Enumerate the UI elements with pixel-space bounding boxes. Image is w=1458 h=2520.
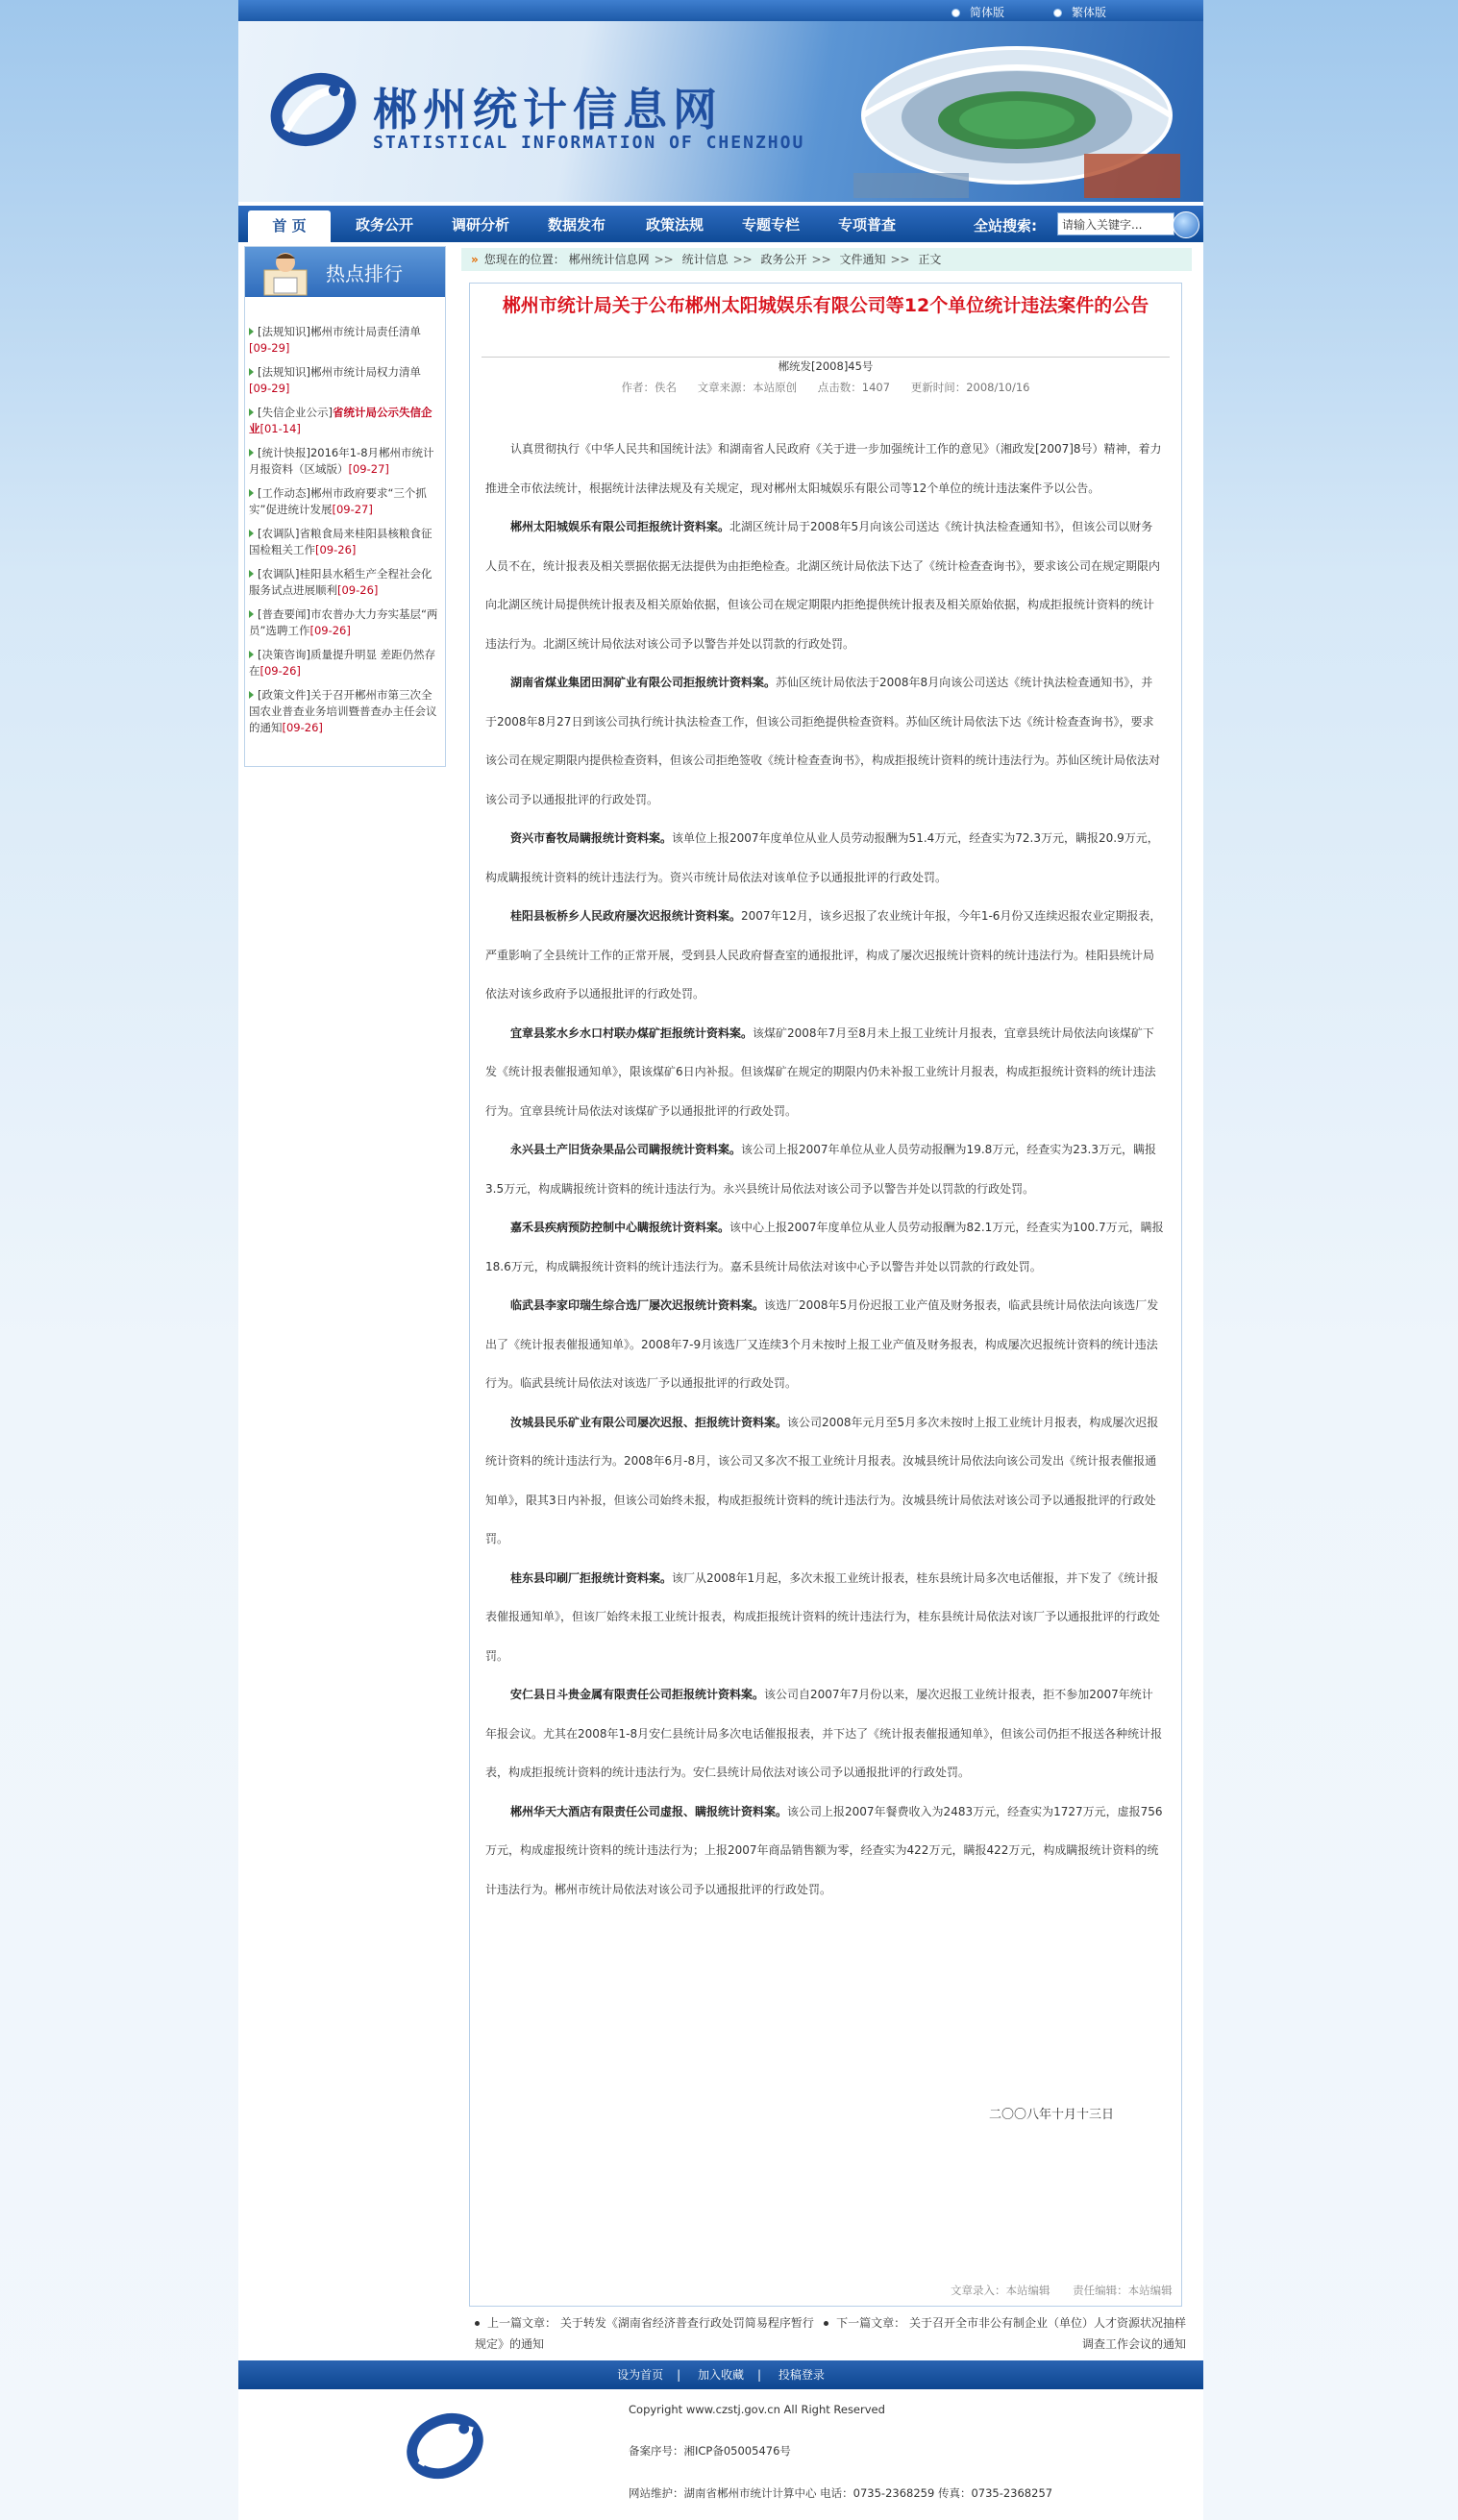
list-item[interactable]: [政策文件]关于召开郴州市第三次全国农业普查业务培训暨普查办主任会议的通知[09-26] xyxy=(249,688,437,734)
article-panel xyxy=(469,283,1182,2307)
next-article-link[interactable]: 下一篇文章： 关于召开全市非公有制企业（单位）人才资源状况抽样调查工作会议的通知 xyxy=(821,2312,1186,2355)
set-homepage-link[interactable]: 设为首页 xyxy=(617,2368,664,2382)
arrow-icon xyxy=(249,691,254,699)
article-title: 郴州市统计局关于公布郴州太阳城娱乐有限公司等12个单位统计违法案件的公告 xyxy=(502,295,1149,316)
list-item[interactable]: [农调队]桂阳县水稻生产全程社会化服务试点进展顺利[09-26] xyxy=(249,567,432,597)
nav-item-policy[interactable]: 政策法规 xyxy=(646,216,704,234)
article-paragraph: 桂东县印刷厂拒报统计资料案。该厂从2008年1月起，多次未报工业统计报表，桂东县统计局多次电话催报，并下发了《统计报表催报通知单》，但该厂始终未报工业统计报表，构成拒报统计资料的统计违法行为，桂东县统计局依法对该厂予以通报批评的行政处罚。 xyxy=(485,1570,1161,1663)
add-favorite-link[interactable]: 加入收藏 xyxy=(697,2368,744,2382)
article-hits: 点击数：1407 xyxy=(817,381,891,394)
bullet-icon xyxy=(951,9,960,17)
article-footer xyxy=(931,2283,1173,2298)
footer-link-bar xyxy=(238,2360,1203,2389)
article-author: 作者：佚名 xyxy=(621,381,677,394)
arrow-icon xyxy=(249,610,254,618)
arrow-icon xyxy=(249,368,254,376)
list-item[interactable]: [法规知识]郴州市统计局权力清单 [09-29] xyxy=(249,365,421,395)
stadium-image xyxy=(853,29,1180,198)
search-button[interactable] xyxy=(1173,211,1199,238)
submit-login-link[interactable]: 投稿登录 xyxy=(778,2368,825,2382)
breadcrumb-link-gov[interactable]: 政务公开 xyxy=(760,253,807,266)
arrow-icon xyxy=(249,489,254,497)
hot-list xyxy=(249,324,441,744)
article-body xyxy=(485,430,1164,1909)
search-input[interactable] xyxy=(1057,212,1174,235)
footer-separator: | xyxy=(757,2368,762,2382)
article-paragraph: 湖南省煤业集团田洞矿业有限公司拒报统计资料案。苏仙区统计局依法于2008年8月向该公司送达《统计执法检查通知书》，并于2008年8月27日到该公司执行统计执法检查工作，但该公司拒绝提供检查资料。苏仙区统计局依法下达《统计检查查询书》，要求该公司在规定期限内提供检查资料，但该公司拒绝签收《统计检查查询书》，构成拒报统计资料的统计违法行为。苏仙区统计局依法对该公司予以通报批评的行政处罚。 xyxy=(485,676,1161,806)
sidebar-hot-ranking xyxy=(244,246,446,767)
article-source: 文章来源：本站原创 xyxy=(697,381,798,394)
nav-item-data-release[interactable]: 数据发布 xyxy=(548,216,606,234)
search-label: 全站搜索: xyxy=(974,217,1037,235)
breadcrumb-separator: >> xyxy=(811,253,831,266)
list-item[interactable]: [法规知识]郴州市统计局责任清单 [09-29] xyxy=(249,325,421,355)
nav-item-topics[interactable]: 专题专栏 xyxy=(742,216,801,234)
lang-traditional-link[interactable]: 繁体版 xyxy=(1053,4,1106,20)
arrow-icon xyxy=(249,530,254,537)
nav-item-census[interactable]: 专项普查 xyxy=(838,216,897,234)
article-entry: 文章录入：本站编辑 xyxy=(951,2284,1050,2297)
main-nav xyxy=(238,204,1203,242)
breadcrumb-separator: >> xyxy=(654,253,674,266)
nav-item-gov-affairs[interactable]: 政务公开 xyxy=(356,216,414,234)
list-item[interactable]: [工作动态]郴州市政府要求“三个抓实”促进统计发展[09-27] xyxy=(249,486,427,516)
list-item[interactable]: [统计快报]2016年1-8月郴州市统计月报资料（区域版）[09-27] xyxy=(249,446,434,476)
copyright-text: Copyright www.czstj.gov.cn All Right Reserved xyxy=(629,2403,885,2416)
breadcrumb-link-home[interactable]: 郴州统计信息网 xyxy=(568,253,650,266)
article-meta xyxy=(470,380,1181,395)
breadcrumb-link-stats[interactable]: 统计信息 xyxy=(681,253,729,266)
double-arrow-icon: » xyxy=(471,253,479,266)
person-reading-icon xyxy=(260,249,310,297)
lang-simplified-link[interactable]: 简体版 xyxy=(951,4,1004,20)
page-container xyxy=(238,0,1203,2520)
article-paragraph: 嘉禾县疾病预防控制中心瞒报统计资料案。该中心上报2007年度单位从业人员劳动报酬为82.1万元，经查实为100.7万元，瞒报18.6万元，构成瞒报统计资料的统计违法行为。嘉禾县统计局依法对该中心予以警告并处以罚款的行政处罚。 xyxy=(485,1221,1164,1273)
article-paragraph: 宜章县浆水乡水口村联办煤矿拒报统计资料案。该煤矿2008年7月至8月未上报工业统计月报表，宜章县统计局依法向该煤矿下发《统计报表催报通知单》，限该煤矿6日内补报。但该煤矿在规定的期限内仍未补报工业统计月报表，构成拒报统计资料的统计违法行为。宜章县统计局依法对该煤矿予以通报批评的行政处罚。 xyxy=(485,1025,1156,1118)
header-banner xyxy=(238,21,1203,202)
top-bar xyxy=(238,0,1203,21)
article-paragraph: 资兴市畜牧局瞒报统计资料案。该单位上报2007年度单位从业人员劳动报酬为51.4万元，经查实为72.3万元，瞒报20.9万元，构成瞒报统计资料的统计违法行为。资兴市统计局依法对该单位予以通报批评的行政处罚。 xyxy=(485,831,1159,884)
footer-separator: | xyxy=(677,2368,681,2382)
icp-text: 备案序号：湘ICP备05005476号 xyxy=(629,2444,791,2458)
arrow-icon xyxy=(249,449,254,457)
arrow-icon xyxy=(249,328,254,335)
article-paragraph: 桂阳县板桥乡人民政府屡次迟报统计资料案。2007年12月，该乡迟报了农业统计年报，今年1-6月份又连续迟报农业定期报表，严重影响了全县统计工作的正常开展，受到县人民政府督查室的通报批评，构成了屡次迟报统计资料的统计违法行为。桂阳县统计局依法对该乡政府予以通报批评的行政处罚。 xyxy=(485,909,1162,1001)
article-updated: 更新时间：2008/10/16 xyxy=(910,381,1030,394)
list-item[interactable]: [失信企业公示]省统计局公示失信企业[01-14] xyxy=(249,406,432,435)
article-paragraph: 认真贯彻执行《中华人民共和国统计法》和湖南省人民政府《关于进一步加强统计工作的意见》（湘政发[2007]8号）精神，着力推进全市依法统计，根据统计法律法规及有关规定，现对郴州太阳城娱乐有限公司等12个单位的统计违法案件予以公告。 xyxy=(485,442,1162,495)
sidebar-title: 热点排行 xyxy=(326,262,403,285)
footer xyxy=(238,2389,1203,2520)
article-paragraph: 郴州华天大酒店有限责任公司虚报、瞒报统计资料案。该公司上报2007年餐费收入为2483万元，经查实为1727万元，虚报756万元，构成虚报统计资料的统计违法行为；上报2007年商品销售额为零，经查实为422万元，瞒报422万元，构成瞒报统计资料的统计违法行为。郴州市统计局依法对该公司予以通报批评的行政处罚。 xyxy=(485,1804,1163,1896)
breadcrumb: » 您现在的位置： 郴州统计信息网 >> 统计信息 >> 政务公开 >> 文件通知 >> 正文 xyxy=(461,248,1192,271)
arrow-icon xyxy=(249,651,254,658)
nav-item-research[interactable]: 调研分析 xyxy=(452,216,510,234)
article-paragraph: 汝城县民乐矿业有限公司屡次迟报、拒报统计资料案。该公司2008年元月至5月多次未按时上报工业统计月报表，构成屡次迟报统计资料的统计违法行为。2008年6月-8月，该公司又多次不报工业统计月报表。汝城县统计局依法向该公司发出《统计报表催报通知单》，限其3日内补报，但该公司始终未报，构成拒报统计资料的统计违法行为。汝城县统计局依法对该公司予以通报批评的行政处罚。 xyxy=(485,1415,1159,1545)
nav-item-home[interactable]: 首 页 xyxy=(248,210,331,242)
sidebar-header xyxy=(245,247,445,297)
arrow-icon xyxy=(249,408,254,416)
prev-article-link[interactable]: 上一篇文章： 关于转发《湖南省经济普查行政处罚简易程序暂行规定》的通知 xyxy=(475,2316,814,2351)
bullet-icon xyxy=(475,2321,480,2326)
article-paragraph: 安仁县日斗贵金属有限责任公司拒报统计资料案。该公司自2007年7月份以来，屡次迟报工业统计报表，拒不参加2007年统计年报会议。尤其在2008年1-8月安仁县统计局多次电话催报报表，并下达了《统计报表催报通知单》，但该公司仍拒不报送各种统计报表，构成拒报统计资料的统计违法行为。安仁县统计局依法对该公司予以通报批评的行政处罚。 xyxy=(485,1688,1163,1779)
list-item[interactable]: [决策咨询]质量提升明显 差距仍然存在[09-26] xyxy=(249,648,436,678)
site-title: 郴州统计信息网 xyxy=(373,84,723,136)
article-editor: 责任编辑：本站编辑 xyxy=(1073,2284,1173,2297)
breadcrumb-link-notices[interactable]: 文件通知 xyxy=(839,253,886,266)
article-paragraph: 郴州太阳城娱乐有限公司拒报统计资料案。北湖区统计局于2008年5月向该公司送达《统计执法检查通知书》，但该公司以财务人员不在，统计报表及相关票据依据无法提供为由拒绝检查。北湖区统计局依法下达了《统计检查查询书》，要求该公司在规定期限内向北湖区统计局提供统计报表及相关原始依据，但该公司在规定期限内拒绝提供统计报表及相关原始依据，构成拒报统计资料的统计违法行为。北湖区统计局依法对该公司予以警告并处以罚款的行政处罚。 xyxy=(485,520,1161,651)
footer-logo-icon xyxy=(404,2405,486,2487)
article-paragraph: 临武县李家印瑞生综合选厂屡次迟报统计资料案。该选厂2008年5月份迟报工业产值及财务报表，临武县统计局依法向该选厂发出了《统计报表催报通知单》。2008年7-9月该选厂又连续3个月未按时上报工业产值及财务报表，构成屡次迟报统计资料的统计违法行为。临武县统计局依法对该选厂予以通报批评的行政处罚。 xyxy=(485,1298,1159,1390)
breadcrumb-separator: >> xyxy=(890,253,910,266)
site-logo-icon xyxy=(267,63,359,156)
divider xyxy=(482,357,1170,358)
article-date: 二〇〇八年十月十三日 xyxy=(989,2108,1115,2122)
breadcrumb-separator: >> xyxy=(732,253,753,266)
document-number: 郴统发[2008]45号 xyxy=(778,359,874,373)
bullet-icon xyxy=(824,2321,828,2326)
list-item[interactable]: [普查要闻]市农普办大力夯实基层“两员”选聘工作[09-26] xyxy=(249,607,438,637)
maintainer-text: 网站维护：湖南省郴州市统计计算中心 电话：0735-2368259 传真：0735-2368257 xyxy=(629,2486,1053,2500)
arrow-icon xyxy=(249,570,254,578)
article-paragraph: 永兴县土产旧货杂果品公司瞒报统计资料案。该公司上报2007年单位从业人员劳动报酬为19.8万元，经查实为23.3万元，瞒报3.5万元，构成瞒报统计资料的统计违法行为。永兴县统计局依法对该公司予以警告并处以罚款的行政处罚。 xyxy=(485,1143,1156,1196)
breadcrumb-current: 正文 xyxy=(918,253,942,266)
list-item[interactable]: [农调队]省粮食局来桂阳县核粮食征国检粗关工作[09-26] xyxy=(249,527,432,556)
site-subtitle: STATISTICAL INFORMATION OF CHENZHOU xyxy=(373,133,805,153)
bullet-icon xyxy=(1053,9,1062,17)
